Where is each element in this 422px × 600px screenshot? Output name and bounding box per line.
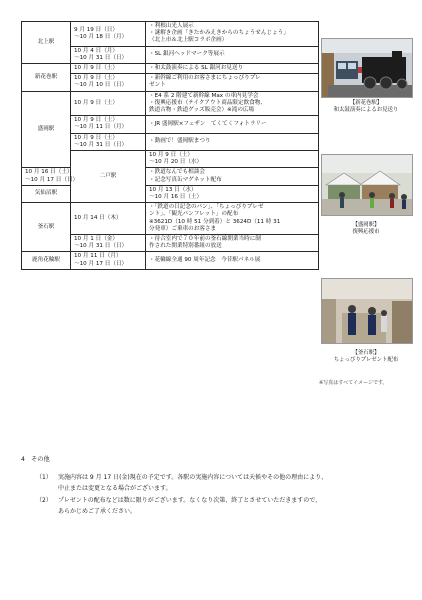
photo-kamaishi-station [321,278,413,344]
event-date-line: ～10 月 31 日（日） [74,141,128,148]
event-content-line: ・和太鼓演奏による SL 銀河お見送り [149,65,244,72]
photo-note: ※写真はすべてイメージです。 [319,380,388,386]
event-date [71,64,146,74]
event-date [71,252,146,269]
photo-caption-shinhanamaki: 【新花巻駅】 和太鼓演奏によるお見送り [333,100,399,114]
table-row [22,22,319,47]
note-item-number: （2） [36,497,52,504]
event-content-line: ・待合室内で７０年前の釜石線開業当時に制 [149,236,261,243]
event-date-line: 10 月 9 日（土） [74,117,118,124]
event-content-line: ※3621D（10 時 51 分到着）と 3624D（11 時 31 [149,218,281,225]
event-content [146,46,319,63]
event-date [146,151,319,168]
event-content-line: ・謎解き企画「きたかみえきからのちょうせんじょう」 [149,30,289,37]
event-date-line: 10 月 14 日（木） [74,215,122,222]
station-name: 鹿角花輪駅 [22,252,71,269]
event-content-line: ・動画で！盛岡駅まつり [149,138,211,145]
section-title: その他 [31,456,50,463]
event-content [146,203,319,235]
event-content-line: （北上市＆北上駅コラボ企画） [149,37,228,44]
event-date-line: ～10 月 31 日（日） [74,243,128,250]
event-content-line: ・鉄道なんでも相談会 [149,169,205,176]
event-content [146,22,319,47]
section-heading [21,456,50,463]
event-content-line: 鉄道古物・鉄道グッズ販売会）※滝の広場 [149,107,255,114]
locomotive-photo-icon [322,39,412,97]
event-content-line: ・「鉄道の日記念のパン」、「ちょっぴりプレゼ [149,204,264,211]
event-date-line: 9 月 19 日（日） [74,26,118,33]
event-date-line: 10 月 9 日（土） [74,65,118,72]
event-date-line: 10 月 16 日（土） [25,169,73,176]
event-content-line: ・SL 銀河ヘッドマーク等展示 [149,51,225,58]
event-date-line: 10 月 11 日（月） [74,253,122,260]
event-content-line: ・新幹線ご利用のお客さまにちょっぴりプレ [149,75,261,82]
note-item-line: プレゼントの配布などは数に限りがございます。なくなり次第、終了とさせていただきますので、 [58,497,322,504]
table-row [22,168,319,185]
event-content-line: ・JR 盛岡駅×フェザン てくてくフォトラリー [149,120,267,127]
event-date-line: ～10 月 10 日（日） [74,82,128,89]
event-date-line: ～10 月 18 日（月） [74,33,128,40]
event-date [71,133,146,150]
station-name: 新花巻駅 [22,64,71,92]
photo-shinhanamaki-station [321,38,413,98]
event-content [146,168,319,185]
event-date [71,74,146,91]
station-name: 北上駅 [22,22,71,64]
event-content-line: ント」、「観光パンフレット」の配布 [149,211,239,218]
section-number: 4 [21,456,25,463]
event-date-line: 10 月 9 日（土） [149,152,193,159]
event-date [71,116,146,133]
note-item-line: あらかじめご了承ください。 [58,508,137,515]
event-date-line: 10 月 9 日（土） [74,99,118,106]
market-photo-icon [322,155,412,215]
event-content-line: ・利根山光人展示 [149,23,194,29]
event-date-line: 10 月 9 日（土） [74,75,118,82]
note-item-number: （1） [36,474,52,481]
event-content-line: 分発車）ご乗車のお客さま [149,225,217,232]
table-row [22,91,319,116]
table-row [22,185,319,202]
station-name: 盛岡駅 [22,91,71,168]
event-content [146,91,319,116]
event-date-line: ～10 月 17 日（日） [25,176,79,183]
event-date [71,46,146,63]
event-content [146,74,319,91]
event-content-line: ・E4 系 2 階建て新幹線 Max の車内見学会 [149,92,259,99]
table-row [22,252,319,269]
event-date [71,235,146,252]
station-name: 気仙沼駅 [22,185,71,202]
photo-caption-morioka: 【盛岡駅】 復興応援市 [352,222,380,236]
event-content [146,64,319,74]
event-date-line: ～10 月 11 日（月） [74,124,128,131]
event-date [71,22,146,47]
note-item-line: 実施内容は 9 月 17 日(金)現在の予定です。各駅の実施内容については天候やその他の理由により、 [58,474,328,481]
event-date-line: ～10 月 17 日（日） [74,260,128,267]
event-date [22,168,79,185]
event-content [146,133,319,150]
event-date [71,91,146,116]
event-date-line: 10 月 9 日（土） [74,134,118,141]
event-date-line: 10 月 4 日（月） [74,47,118,54]
event-date-line: ～10 月 31 日（日） [74,54,128,61]
event-content-line: 作された開業特別番組の放送 [149,243,222,250]
table-row [22,64,319,74]
note-item-line: 中止または変更となる場合がございます。 [58,485,172,492]
event-date-line: ～10 月 20 日（水） [149,159,203,166]
event-date-line: 10 月 1 日（金） [74,236,118,243]
event-content-line: ・復興応援市（テイクアウト商品限定飲食物、 [149,99,266,106]
event-content-line: ゼント [149,82,166,89]
photo-morioka-station [321,154,413,216]
event-date [146,185,319,202]
event-schedule-table [21,21,319,270]
station-name: 釜石駅 [22,203,71,252]
event-content [146,116,319,133]
event-content [146,235,319,252]
table-row [22,203,319,235]
event-date-line: ～10 月 16 日（土） [149,194,203,201]
event-content-line: ・花輪線全通 90 周年記念 今昔駅パネル展 [149,257,261,264]
station-name: 二戸駅 [71,151,146,203]
photo-caption-kamaishi: 【釜石駅】 ちょっぴりプレゼント配布 [333,350,399,364]
event-content [146,252,319,269]
station-counter-photo-icon [322,279,412,343]
event-date-line: 10 月 13 日（水） [149,186,197,193]
event-content-line: ・記念写真缶マグネット配布 [149,176,222,183]
event-date [71,203,146,235]
